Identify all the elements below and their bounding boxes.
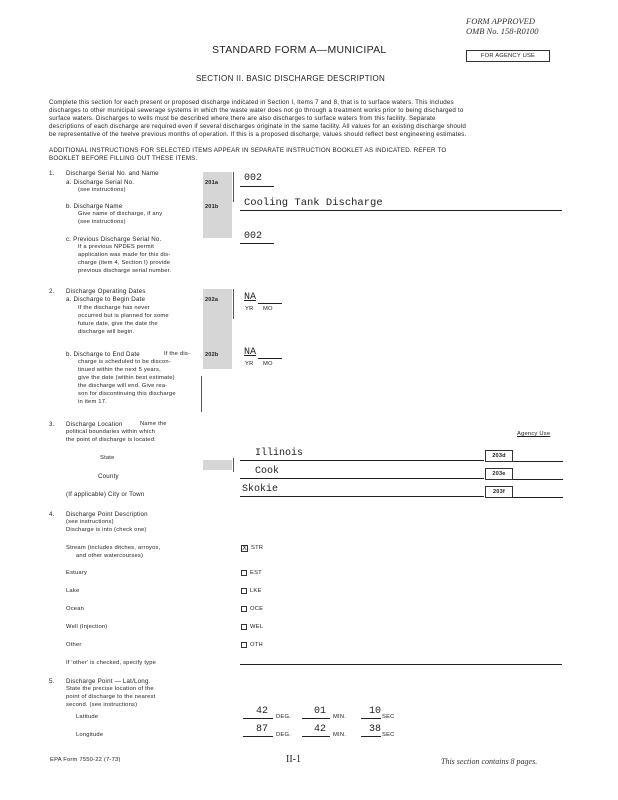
item1b-label: b. Discharge Name [66, 203, 123, 210]
item5-sub3: second. (see instructions) [66, 702, 138, 708]
intro-line: Complete this section for each present or proposed discharge indicated in Section I, Items 7 and 8, that is to surface waters. This includes [49, 99, 454, 106]
code-201a: 201a [205, 180, 219, 186]
discharge-name-value[interactable]: Cooling Tank Discharge [244, 197, 383, 209]
item3-heading: Discharge Location [66, 421, 123, 428]
county-underline [240, 478, 484, 479]
city-value[interactable]: Skokie [242, 484, 279, 495]
agency-use-label: Agency Use [517, 431, 551, 437]
lat-deg-underline [243, 718, 273, 719]
lat-min-label: MIN. [333, 714, 347, 720]
lake-label: Lake [66, 588, 80, 594]
item1c-sub4: previous discharge serial number. [78, 268, 172, 274]
previous-serial-underline [240, 243, 274, 244]
item3-sub2: the point of discharge is located: [66, 437, 156, 443]
end-date-underline [258, 358, 282, 359]
intro-line: descriptions of each discharge are required even if several discharges originate in the same facility. All values for an existing discharge should [49, 123, 467, 130]
pages-note: This section contains 8 pages. [441, 757, 538, 766]
end-date-value[interactable]: NA [244, 347, 257, 358]
item2b-sub0: If the dis- [164, 351, 191, 357]
page-number: II-1 [286, 754, 301, 765]
code-203f: 203f [493, 489, 505, 495]
agency-code-box-city [485, 486, 513, 498]
intro-line: discharges to other municipal sewerage systems in which the waste water does not go through a treatment works prior to being discharged to [49, 107, 464, 114]
county-label: County [98, 473, 119, 480]
checkbox-lke[interactable] [241, 588, 247, 594]
discharge-serial-value[interactable]: 002 [244, 173, 263, 184]
item1-heading: Discharge Serial No. and Name [66, 170, 159, 177]
item4-number: 4. [49, 511, 55, 518]
form-approved: FORM APPROVED [466, 16, 536, 26]
divider [201, 376, 202, 412]
checkbox-oce[interactable] [241, 606, 247, 612]
item5-number: 5. [49, 678, 55, 685]
agency-use-box-label: FOR AGENCY USE [480, 53, 536, 59]
opt-str: STR [251, 545, 264, 551]
long-deg-value[interactable]: 87 [256, 724, 269, 735]
estuary-label: Estuary [66, 570, 88, 576]
agency-use-box [466, 50, 550, 62]
end-mo-label: MO [263, 361, 273, 367]
lat-sec-label: SEC [382, 714, 395, 720]
item4-sub1: (see instructions) [66, 519, 114, 525]
lat-sec-underline [361, 718, 381, 719]
intro-paragraph [49, 99, 579, 139]
intro-line: be representative of the twelve previous months of operation. If this is a proposed discharge, values should reflect best engineering estimates. [49, 131, 467, 138]
item2b-sub6: in item 17. [78, 399, 107, 405]
other-specify-label: If 'other' is checked, specify type [66, 660, 157, 666]
begin-date-underline [258, 303, 282, 304]
lat-min-underline [302, 718, 330, 719]
item4-sub2: Discharge is into (check one) [66, 527, 147, 533]
code-203d: 203d [492, 453, 506, 459]
item2a-label: a. Discharge to Begin Date [66, 296, 146, 303]
long-sec-value[interactable]: 38 [369, 724, 382, 735]
stream-label2: and other watercourses) [76, 553, 144, 559]
code-203e: 203e [492, 471, 506, 477]
form-number: EPA Form 7550-22 (7-73) [50, 757, 121, 763]
item2b-label: b. Discharge to End Date [66, 351, 140, 358]
agency-line [513, 461, 563, 462]
agency-code-box-state [485, 450, 513, 462]
item1c-sub3: charge (item 4, Section I) provide [78, 260, 171, 266]
item1a-sub: (see instructions) [78, 187, 126, 193]
begin-yr-label: YR [245, 306, 254, 312]
item2b-sub3: give the date (within best estimate) [78, 375, 175, 381]
stream-label: Stream (includes ditches, arroyos, [66, 545, 161, 551]
item1b-sub2: (see instructions) [78, 219, 126, 225]
agency-line [513, 497, 563, 498]
other-label: Other [66, 642, 82, 648]
code-202b: 202b [205, 352, 219, 358]
state-underline [240, 460, 484, 461]
item2-heading: Discharge Operating Dates [66, 288, 146, 295]
lat-deg-value[interactable]: 42 [256, 706, 269, 717]
serial-underline [240, 186, 274, 187]
form-title: STANDARD FORM A—MUNICIPAL [212, 44, 387, 56]
long-deg-underline [243, 736, 273, 737]
code-202a: 202a [205, 297, 219, 303]
checkbox-oth[interactable] [241, 642, 247, 648]
lat-sec-value[interactable]: 10 [369, 706, 382, 717]
divider [233, 289, 234, 319]
instructions-line: BOOKLET BEFORE FILLING OUT THESE ITEMS. [49, 155, 198, 162]
end-yr-label: YR [245, 361, 254, 367]
item2b-sub4: the discharge will end. Give rea- [78, 383, 168, 389]
item5-heading: Discharge Point — Lat/Long. [66, 678, 151, 685]
checkbox-est[interactable] [241, 570, 247, 576]
item3-heading2: Name the [140, 421, 167, 427]
long-sec-label: SEC [382, 732, 395, 738]
opt-oce: OCE [250, 606, 264, 612]
instructions-line: ADDITIONAL INSTRUCTIONS FOR SELECTED ITEMS APPEAR IN SEPARATE INSTRUCTION BOOKLET AS INDICATED. REFER TO [49, 147, 447, 154]
checkbox-wel[interactable] [241, 624, 247, 630]
longitude-label: Longitude [76, 732, 104, 738]
checkbox-str[interactable]: X [242, 545, 247, 552]
item5-sub2: point of discharge to the nearest [66, 694, 156, 700]
begin-date-value[interactable]: NA [244, 292, 257, 303]
county-value[interactable]: Cook [255, 466, 280, 477]
long-sec-underline [361, 736, 381, 737]
item1c-label: c. Previous Discharge Serial No. [66, 236, 162, 243]
item3-number: 3. [49, 421, 55, 428]
ocean-label: Ocean [66, 606, 85, 612]
item1b-sub1: Give name of discharge, if any [78, 211, 163, 217]
lat-min-value[interactable]: 01 [314, 706, 327, 717]
section-title: SECTION II. BASIC DISCHARGE DESCRIPTION [196, 74, 386, 83]
latitude-label: Latitude [76, 714, 99, 720]
opt-oth: OTH [250, 642, 263, 648]
additional-instructions [49, 147, 589, 163]
item1c-sub1: If a previous NPDES permit [78, 244, 155, 250]
city-underline [240, 496, 484, 497]
item1c-sub2: application was made for this dis- [78, 252, 171, 258]
item2b-sub1: charge is scheduled to be discon- [78, 359, 171, 365]
divider [233, 172, 234, 202]
item2a-sub4: discharge will begin. [78, 329, 135, 335]
item1-number: 1. [49, 170, 55, 177]
item3-sub1: political boundaries within which [66, 429, 156, 435]
name-underline [240, 210, 562, 211]
lat-deg-label: DEG. [276, 714, 291, 720]
long-min-underline [302, 736, 330, 737]
other-specify-line[interactable] [240, 664, 562, 665]
intro-line: surface waters. Discharges to wells must be described where there are also discharges to surface waters from this facility. Separate [49, 115, 436, 122]
state-value[interactable]: Illinois [255, 448, 304, 459]
opt-wel: WEL [250, 624, 264, 630]
shaded-code-column [203, 460, 232, 470]
item5-sub1: State the precise location of the [66, 686, 154, 692]
long-min-value[interactable]: 42 [314, 724, 327, 735]
code-201b: 201b [205, 204, 219, 210]
begin-mo-label: MO [263, 306, 273, 312]
item4-heading: Discharge Point Description [66, 511, 148, 518]
agency-code-box-county [485, 468, 513, 480]
agency-line [513, 479, 563, 480]
long-deg-label: DEG. [276, 732, 291, 738]
state-label: State [100, 455, 115, 461]
item2a-sub1: If the discharge has never [78, 305, 150, 311]
opt-est: EST [250, 570, 262, 576]
item2b-sub5: son for discontinuing this discharge [78, 391, 176, 397]
well-label: Well (Injection) [66, 624, 108, 630]
long-min-label: MIN. [333, 732, 347, 738]
item2b-sub2: tinued within the next 5 years, [78, 367, 161, 373]
city-label: (If applicable) City or Town [66, 491, 145, 498]
item1a-label: a. Discharge Serial No. [66, 179, 135, 186]
opt-lke: LKE [250, 588, 262, 594]
item2a-sub2: occurred but is planned for some [78, 313, 169, 319]
omb-number: OMB No. 158-R0100 [466, 26, 539, 36]
divider [233, 458, 234, 472]
item2-number: 2. [49, 288, 55, 295]
previous-serial-value[interactable]: 002 [244, 231, 263, 242]
item2a-sub3: future date, give the date the [78, 321, 158, 327]
